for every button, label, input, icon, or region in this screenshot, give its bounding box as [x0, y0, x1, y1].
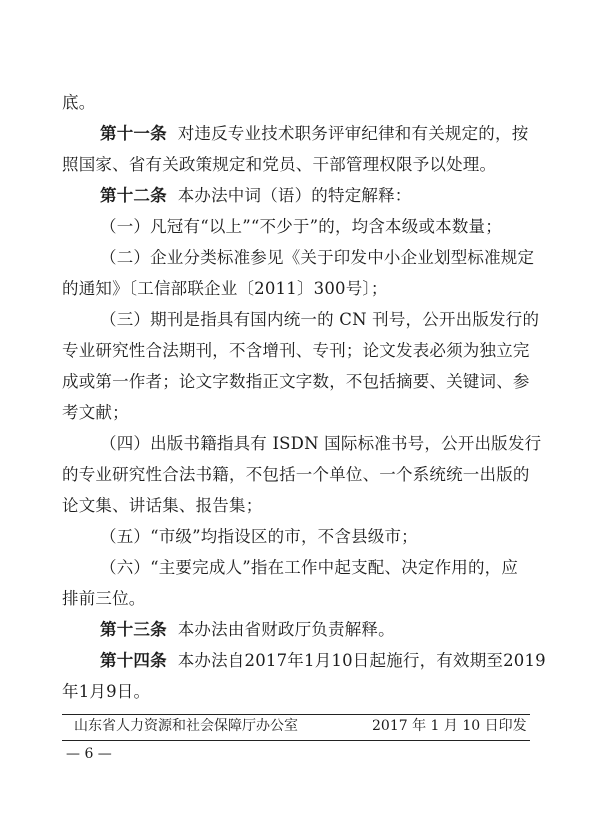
line-text: 专业研究性合法期刊，不含增刊、专刊；论文发表必须为独立完	[62, 341, 530, 360]
body-line-3	[0, 155, 599, 175]
clause-1-line	[0, 217, 599, 237]
footer-print-date: 2017 年 1 月 10 日印发	[372, 718, 527, 734]
line-text: 年1月9日。	[62, 682, 151, 701]
article-label: 第十三条	[100, 620, 167, 639]
line-text: 照国家、省有关政策规定和党员、干部管理权限予以处理。	[62, 155, 497, 174]
line-text: 考文献；	[62, 403, 129, 422]
body-line-7	[0, 279, 599, 299]
clause-3-line	[0, 310, 599, 330]
footer-top-rule	[62, 714, 530, 715]
line-text: （二）企业分类标准参见《关于印发中小企业划型标准规定	[100, 248, 535, 267]
article-label: 第十一条	[100, 124, 167, 143]
line-text: （三）期刊是指具有国内统一的 CN 刊号，公开出版发行的	[100, 310, 540, 329]
line-text: （五）“市级”均指设区的市，不含县级市；	[100, 527, 418, 546]
article-label: 第十二条	[100, 186, 167, 205]
article-label: 第十四条	[100, 651, 167, 670]
page-number: — 6 —	[66, 746, 112, 762]
body-line-10	[0, 372, 599, 392]
line-text: 论文集、讲话集、报告集；	[62, 496, 263, 515]
line-text: （四）出版书籍指具有 ISDN 国际标准书号，公开出版发行	[100, 434, 542, 453]
line-text: 的通知》〔工信部联企业〔2011〕300号〕；	[62, 279, 388, 298]
footer-issuer: 山东省人力资源和社会保障厅办公室	[74, 718, 298, 734]
line-text: 排前三位。	[62, 589, 146, 608]
clause-6-line	[0, 558, 599, 578]
article-14-line	[0, 651, 599, 671]
body-line-13	[0, 465, 599, 485]
line-text: 本办法由省财政厅负责解释。	[177, 620, 395, 639]
body-line-17	[0, 589, 599, 609]
body-line-9	[0, 341, 599, 361]
line-text: （六）“主要完成人”指在工作中起支配、决定作用的，应	[100, 558, 519, 577]
article-11-line	[0, 124, 599, 144]
line-text: 对违反专业技术职务评审纪律和有关规定的，按	[177, 124, 529, 143]
body-line-1	[0, 93, 599, 113]
line-text: 本办法中词（语）的特定解释：	[177, 186, 412, 205]
clause-4-line	[0, 434, 599, 454]
line-text: 成或第一作者；论文字数指正文字数，不包括摘要、关键词、参	[62, 372, 530, 391]
line-text: （一）凡冠有“以上”“不少于”的，均含本级或本数量；	[100, 217, 502, 236]
body-line-20	[0, 682, 599, 702]
line-text: 的专业研究性合法书籍，不包括一个单位、一个系统统一出版的	[62, 465, 530, 484]
footer-bottom-rule	[62, 740, 530, 741]
line-text: 底。	[62, 93, 96, 112]
body-line-11	[0, 403, 599, 423]
article-12-line	[0, 186, 599, 206]
clause-2-line	[0, 248, 599, 268]
line-text: 本办法自2017年1月10日起施行，有效期至2019	[177, 651, 546, 670]
article-13-line	[0, 620, 599, 640]
clause-5-line	[0, 527, 599, 547]
body-line-14	[0, 496, 599, 516]
